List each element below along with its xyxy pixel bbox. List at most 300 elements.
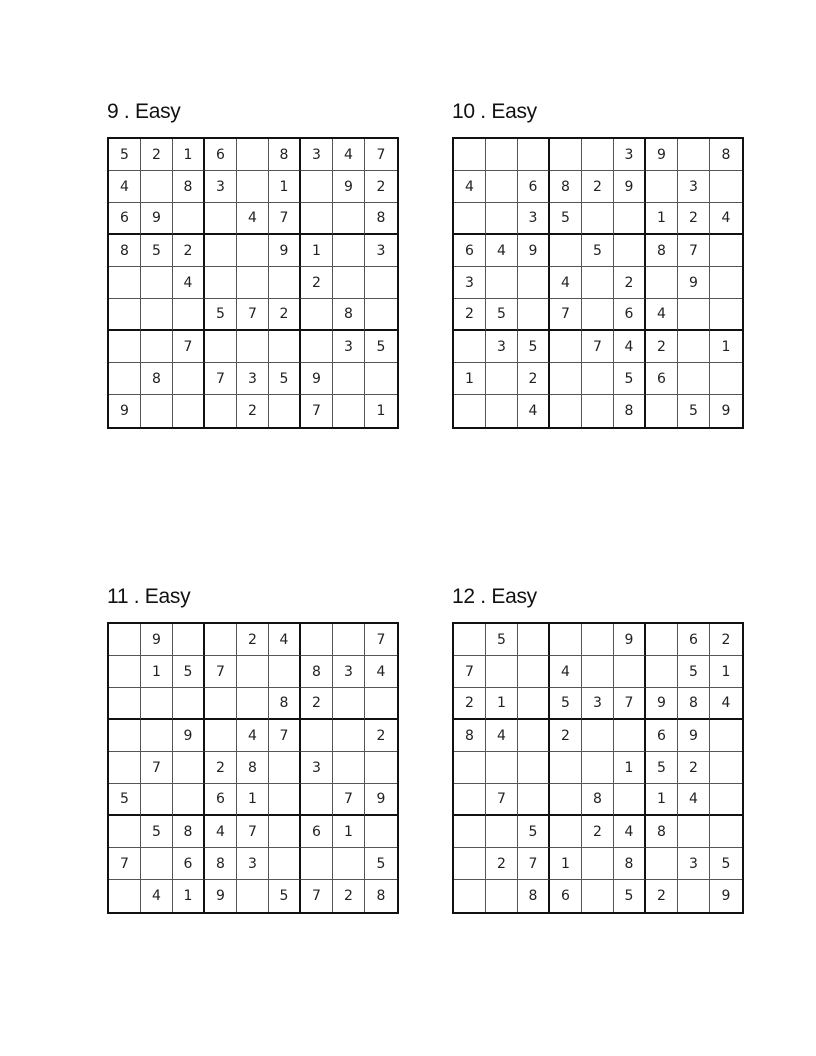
sudoku-cell: 9 (721, 888, 731, 904)
sudoku-cell (454, 880, 486, 912)
sudoku-cell (301, 784, 333, 816)
sudoku-cell: 2 (301, 267, 333, 299)
sudoku-cell (269, 816, 301, 848)
sudoku-cell (518, 267, 550, 299)
sudoku-cell: 3 (486, 331, 518, 363)
sudoku-cell (333, 203, 365, 235)
sudoku-cell: 4 (237, 720, 269, 752)
sudoku-cell (173, 752, 205, 784)
sudoku-cell: 4 (710, 688, 742, 720)
sudoku-cell (486, 880, 518, 912)
sudoku-cell: 9 (614, 624, 646, 656)
sudoku-cell: 7 (237, 299, 269, 331)
sudoku-cell (301, 720, 333, 752)
sudoku-cell: 9 (646, 688, 678, 720)
sudoku-cell (550, 395, 582, 427)
sudoku-cell (710, 752, 742, 784)
sudoku-cell (365, 688, 397, 720)
sudoku-cell (301, 331, 333, 363)
sudoku-cell: 5 (486, 624, 518, 656)
puzzle-title: 10 . Easy (452, 100, 537, 123)
sudoku-cell (614, 235, 646, 267)
sudoku-cell: 5 (614, 363, 646, 395)
sudoku-cell: 5 (550, 203, 582, 235)
sudoku-cell: 1 (646, 784, 678, 816)
sudoku-cell (710, 171, 742, 203)
sudoku-cell (582, 363, 614, 395)
sudoku-cell: 1 (486, 688, 518, 720)
sudoku-cell: 1 (614, 752, 646, 784)
sudoku-cell: 5 (582, 235, 614, 267)
sudoku-cell: 3 (237, 363, 269, 395)
sudoku-cell: 8 (333, 299, 365, 331)
puzzle-title: 12 . Easy (452, 585, 537, 608)
sudoku-cell: 2 (237, 624, 269, 656)
sudoku-cell: 6 (205, 139, 237, 171)
sudoku-cell: 2 (173, 235, 205, 267)
sudoku-cell (237, 171, 269, 203)
sudoku-cell: 8 (141, 363, 173, 395)
sudoku-cell: 5 (141, 816, 173, 848)
sudoku-cell: 1 (376, 403, 386, 419)
sudoku-cell: 3 (518, 203, 550, 235)
sudoku-cell: 1 (550, 848, 582, 880)
sudoku-cell (582, 624, 614, 656)
sudoku-cell (205, 235, 237, 267)
sudoku-cell: 1 (141, 656, 173, 688)
sudoku-cell (518, 624, 550, 656)
sudoku-cell: 4 (518, 395, 550, 427)
puzzle-title: 9 . Easy (107, 100, 181, 123)
sudoku-cell (141, 331, 173, 363)
sudoku-cell (301, 299, 333, 331)
sudoku-cell (518, 139, 550, 171)
sudoku-cell: 8 (269, 688, 301, 720)
sudoku-cell (333, 720, 365, 752)
sudoku-cell (710, 720, 742, 752)
sudoku-cell: 8 (376, 888, 386, 904)
sudoku-cell: 3 (301, 752, 333, 784)
sudoku-cell: 2 (333, 880, 365, 912)
sudoku-cell: 8 (237, 752, 269, 784)
sudoku-cell (550, 624, 582, 656)
sudoku-cell (109, 720, 141, 752)
sudoku-cell (333, 267, 365, 299)
sudoku-cell (269, 267, 301, 299)
sudoku-cell: 9 (614, 171, 646, 203)
sudoku-cell (646, 624, 678, 656)
sudoku-cell (205, 395, 237, 427)
sudoku-cell (646, 395, 678, 427)
sudoku-cell (582, 299, 614, 331)
sudoku-cell (173, 363, 205, 395)
sudoku-cell: 6 (205, 784, 237, 816)
sudoku-cell (710, 267, 742, 299)
sudoku-cell: 6 (646, 363, 678, 395)
sudoku-cell: 5 (614, 880, 646, 912)
sudoku-cell: 9 (333, 171, 365, 203)
sudoku-cell: 3 (614, 139, 646, 171)
puzzle-10 (452, 98, 746, 429)
sudoku-cell: 5 (109, 139, 141, 171)
sudoku-cell (141, 784, 173, 816)
sudoku-cell (109, 656, 141, 688)
puzzle-11 (107, 583, 401, 914)
sudoku-cell (454, 624, 486, 656)
sudoku-cell: 3 (678, 171, 710, 203)
sudoku-cell (550, 235, 582, 267)
sudoku-cell: 7 (333, 784, 365, 816)
sudoku-cell (454, 848, 486, 880)
sudoku-cell (333, 363, 365, 395)
sudoku-cell: 1 (301, 235, 333, 267)
sudoku-cell (678, 331, 710, 363)
sudoku-cell: 2 (454, 299, 486, 331)
sudoku-cell (141, 688, 173, 720)
sudoku-cell: 4 (614, 331, 646, 363)
sudoku-cell: 3 (582, 688, 614, 720)
sudoku-cell (269, 331, 301, 363)
sudoku-cell: 7 (269, 720, 301, 752)
sudoku-cell: 8 (173, 171, 205, 203)
sudoku-cell (173, 203, 205, 235)
sudoku-cell: 5 (646, 752, 678, 784)
sudoku-cell (141, 395, 173, 427)
sudoku-cell (205, 331, 237, 363)
sudoku-cell (550, 331, 582, 363)
sudoku-cell (365, 299, 397, 331)
sudoku-cell (109, 624, 141, 656)
sudoku-cell: 2 (301, 688, 333, 720)
sudoku-cell: 9 (365, 784, 397, 816)
sudoku-cell: 6 (109, 203, 141, 235)
sudoku-cell (486, 395, 518, 427)
sudoku-cell: 6 (646, 720, 678, 752)
sudoku-cell: 2 (269, 299, 301, 331)
sudoku-cell (365, 267, 397, 299)
sudoku-cell (141, 720, 173, 752)
sudoku-cell: 7 (109, 848, 141, 880)
sudoku-cell (454, 784, 486, 816)
sudoku-cell: 7 (205, 363, 237, 395)
sudoku-grid (107, 622, 399, 914)
sudoku-cell: 4 (109, 171, 141, 203)
sudoku-cell: 6 (614, 299, 646, 331)
sudoku-cell: 5 (173, 656, 205, 688)
sudoku-cell: 5 (710, 848, 742, 880)
sudoku-cell: 7 (486, 784, 518, 816)
sudoku-cell (333, 235, 365, 267)
sudoku-cell: 1 (710, 331, 742, 363)
sudoku-cell (333, 624, 365, 656)
sudoku-cell (109, 267, 141, 299)
sudoku-cell (269, 752, 301, 784)
sudoku-cell: 4 (614, 816, 646, 848)
sudoku-cell: 2 (678, 752, 710, 784)
sudoku-cell (141, 267, 173, 299)
sudoku-cell: 7 (678, 235, 710, 267)
sudoku-cell (237, 656, 269, 688)
sudoku-cell (582, 880, 614, 912)
sudoku-cell (486, 267, 518, 299)
sudoku-cell: 9 (518, 235, 550, 267)
sudoku-cell (109, 299, 141, 331)
sudoku-cell: 4 (141, 880, 173, 912)
sudoku-cell (710, 816, 742, 848)
sudoku-cell (269, 848, 301, 880)
sudoku-cell (454, 752, 486, 784)
sudoku-cell: 8 (205, 848, 237, 880)
sudoku-cell: 5 (365, 848, 397, 880)
sudoku-cell (173, 395, 205, 427)
sudoku-cell: 7 (141, 752, 173, 784)
sudoku-cell (614, 720, 646, 752)
sudoku-cell (237, 688, 269, 720)
sudoku-cell (109, 752, 141, 784)
sudoku-cell (646, 267, 678, 299)
sudoku-cell: 5 (550, 688, 582, 720)
puzzle-title: 11 . Easy (107, 585, 191, 608)
sudoku-cell (454, 203, 486, 235)
sudoku-cell: 5 (678, 395, 710, 427)
sudoku-cell: 4 (205, 816, 237, 848)
sudoku-cell (301, 171, 333, 203)
sudoku-cell (141, 299, 173, 331)
sudoku-cell: 9 (205, 880, 237, 912)
sudoku-cell: 1 (173, 880, 205, 912)
sudoku-cell (678, 880, 710, 912)
sudoku-cell: 5 (486, 299, 518, 331)
sudoku-cell: 5 (365, 331, 397, 363)
sudoku-cell: 5 (678, 656, 710, 688)
sudoku-cell: 8 (109, 235, 141, 267)
sudoku-cell: 6 (454, 235, 486, 267)
sudoku-cell: 7 (454, 656, 486, 688)
sudoku-cell (205, 624, 237, 656)
sudoku-cell (109, 880, 141, 912)
sudoku-cell: 4 (454, 171, 486, 203)
sudoku-cell: 4 (173, 267, 205, 299)
sudoku-cell: 3 (333, 331, 365, 363)
sudoku-cell (518, 720, 550, 752)
sudoku-grid (107, 137, 399, 429)
sudoku-cell: 8 (550, 171, 582, 203)
sudoku-cell: 2 (582, 171, 614, 203)
sudoku-cell: 8 (582, 784, 614, 816)
sudoku-cell: 2 (614, 267, 646, 299)
sudoku-cell: 5 (205, 299, 237, 331)
sudoku-cell (678, 363, 710, 395)
sudoku-cell: 2 (646, 880, 678, 912)
sudoku-cell: 5 (141, 235, 173, 267)
sudoku-cell (518, 752, 550, 784)
sudoku-cell (173, 299, 205, 331)
sudoku-cell (646, 171, 678, 203)
sudoku-cell: 9 (173, 720, 205, 752)
sudoku-cell (550, 752, 582, 784)
sudoku-cell: 1 (173, 139, 205, 171)
sudoku-cell: 5 (518, 331, 550, 363)
sudoku-cell (614, 784, 646, 816)
sudoku-cell: 2 (646, 331, 678, 363)
sudoku-cell: 8 (646, 816, 678, 848)
sudoku-cell: 7 (205, 656, 237, 688)
sudoku-cell (333, 848, 365, 880)
sudoku-cell (582, 848, 614, 880)
sudoku-cell: 8 (518, 880, 550, 912)
sudoku-cell: 2 (550, 720, 582, 752)
sudoku-cell (646, 656, 678, 688)
sudoku-cell: 4 (365, 656, 397, 688)
sudoku-cell (237, 331, 269, 363)
sudoku-cell (205, 688, 237, 720)
sudoku-cell: 7 (301, 395, 333, 427)
sudoku-cell: 8 (646, 235, 678, 267)
sudoku-cell: 7 (550, 299, 582, 331)
sudoku-cell (678, 139, 710, 171)
sudoku-cell (582, 752, 614, 784)
sudoku-cell (710, 235, 742, 267)
sudoku-cell: 8 (678, 688, 710, 720)
sudoku-cell (486, 203, 518, 235)
sudoku-cell: 5 (269, 880, 301, 912)
sudoku-cell (205, 203, 237, 235)
sudoku-cell (333, 752, 365, 784)
sudoku-cell (486, 752, 518, 784)
sudoku-cell (365, 816, 397, 848)
sudoku-cell: 9 (646, 139, 678, 171)
sudoku-cell (710, 299, 742, 331)
sudoku-cell (237, 880, 269, 912)
sudoku-cell: 9 (678, 267, 710, 299)
sudoku-cell (486, 816, 518, 848)
sudoku-cell (109, 816, 141, 848)
puzzle-12 (452, 583, 746, 914)
sudoku-cell: 3 (678, 848, 710, 880)
sudoku-cell (333, 395, 365, 427)
sudoku-cell: 4 (486, 235, 518, 267)
sudoku-cell: 1 (646, 203, 678, 235)
sudoku-cell: 2 (710, 624, 742, 656)
sudoku-cell: 7 (365, 139, 397, 171)
sudoku-cell: 4 (333, 139, 365, 171)
sudoku-cell: 9 (141, 203, 173, 235)
sudoku-cell (173, 784, 205, 816)
sudoku-cell: 3 (365, 235, 397, 267)
sudoku-cell: 4 (237, 203, 269, 235)
sudoku-cell: 4 (678, 784, 710, 816)
sudoku-cell: 3 (237, 848, 269, 880)
sudoku-cell: 6 (550, 880, 582, 912)
sudoku-cell (237, 235, 269, 267)
puzzle-9 (107, 98, 401, 429)
sudoku-cell (486, 171, 518, 203)
sudoku-cell: 2 (141, 139, 173, 171)
sudoku-cell: 2 (486, 848, 518, 880)
sudoku-cell (141, 848, 173, 880)
sudoku-cell (237, 139, 269, 171)
sudoku-cell: 6 (173, 848, 205, 880)
sudoku-cell (518, 784, 550, 816)
sudoku-cell (582, 203, 614, 235)
sudoku-cell (486, 656, 518, 688)
sudoku-cell (109, 688, 141, 720)
sudoku-grid (452, 622, 744, 914)
sudoku-cell (269, 656, 301, 688)
sudoku-cell: 6 (518, 171, 550, 203)
sudoku-cell (173, 624, 205, 656)
sudoku-cell: 2 (365, 171, 397, 203)
sudoku-cell: 1 (333, 816, 365, 848)
sudoku-cell: 2 (454, 688, 486, 720)
sudoku-cell (454, 816, 486, 848)
sudoku-cell: 1 (454, 363, 486, 395)
sudoku-cell: 8 (614, 848, 646, 880)
sudoku-cell: 5 (269, 363, 301, 395)
sudoku-cell (109, 331, 141, 363)
sudoku-cell (269, 395, 301, 427)
sudoku-cell: 1 (710, 656, 742, 688)
sudoku-cell (582, 656, 614, 688)
sudoku-cell (550, 816, 582, 848)
sudoku-cell: 3 (205, 171, 237, 203)
sudoku-cell (365, 363, 397, 395)
sudoku-cell (710, 784, 742, 816)
sudoku-cell: 2 (678, 203, 710, 235)
sudoku-grid (452, 137, 744, 429)
sudoku-cell (237, 267, 269, 299)
sudoku-cell (333, 688, 365, 720)
sudoku-cell (646, 848, 678, 880)
sudoku-cell (141, 171, 173, 203)
sudoku-cell (614, 656, 646, 688)
sudoku-cell (301, 624, 333, 656)
sudoku-cell: 4 (550, 267, 582, 299)
sudoku-cell (454, 331, 486, 363)
sudoku-cell: 3 (333, 656, 365, 688)
sudoku-cell (173, 688, 205, 720)
sudoku-cell (582, 139, 614, 171)
sudoku-cell: 4 (646, 299, 678, 331)
sudoku-cell: 4 (486, 720, 518, 752)
sudoku-cell (205, 720, 237, 752)
sudoku-cell: 8 (614, 395, 646, 427)
sudoku-cell: 2 (237, 395, 269, 427)
sudoku-cell: 7 (301, 880, 333, 912)
sudoku-cell (614, 203, 646, 235)
sudoku-cell: 9 (141, 624, 173, 656)
sudoku-cell (678, 816, 710, 848)
sudoku-cell (550, 363, 582, 395)
sudoku-cell: 8 (301, 656, 333, 688)
sudoku-cell: 2 (365, 720, 397, 752)
sudoku-cell: 8 (454, 720, 486, 752)
sudoku-cell: 8 (365, 203, 397, 235)
sudoku-cell: 2 (205, 752, 237, 784)
sudoku-cell (582, 267, 614, 299)
sudoku-cell (205, 267, 237, 299)
sudoku-cell: 3 (454, 267, 486, 299)
sudoku-cell: 7 (173, 331, 205, 363)
sudoku-cell: 6 (678, 624, 710, 656)
sudoku-cell (301, 203, 333, 235)
sudoku-cell (518, 656, 550, 688)
sudoku-cell: 9 (109, 395, 141, 427)
sudoku-cell: 8 (710, 139, 742, 171)
sudoku-cell: 6 (301, 816, 333, 848)
sudoku-cell (269, 784, 301, 816)
sudoku-cell: 4 (710, 203, 742, 235)
